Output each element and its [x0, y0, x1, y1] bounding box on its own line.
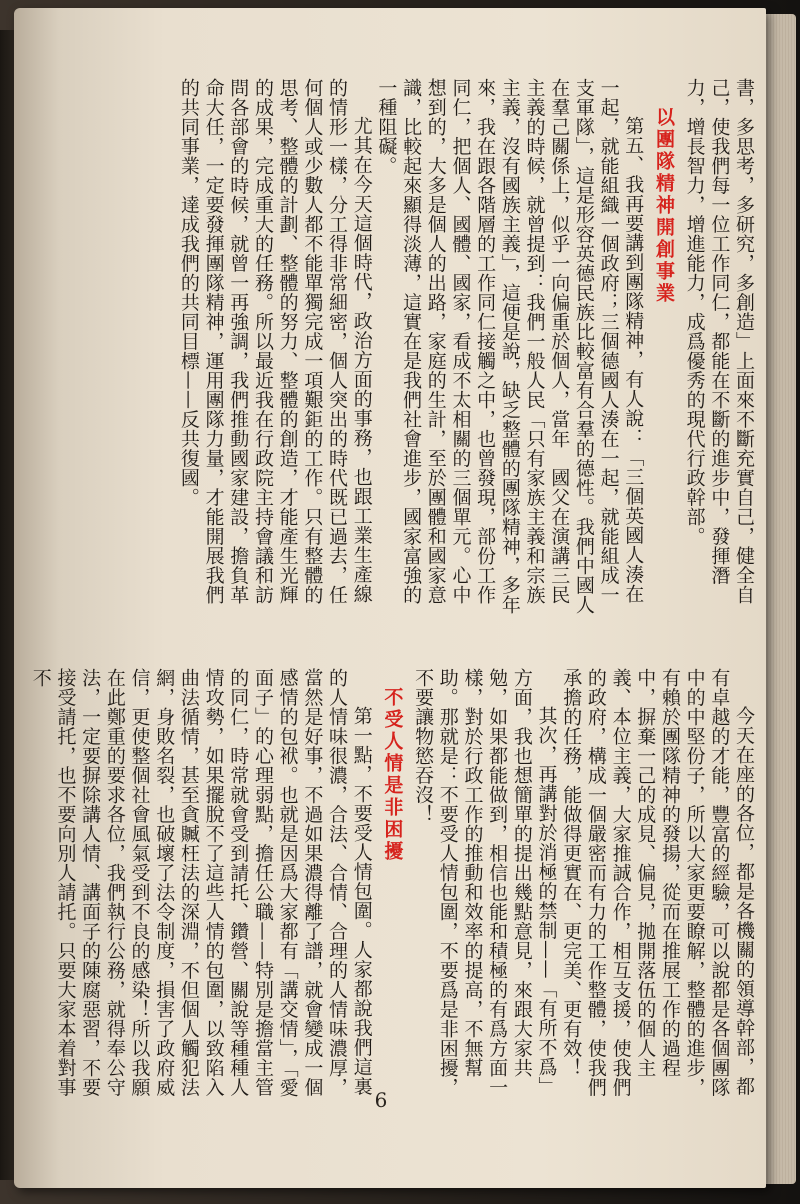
bottom-text-band: [29, 668, 756, 1108]
page-number: 6: [374, 1088, 388, 1112]
section-heading-team-spirit: 以團隊精神開創事業: [652, 106, 675, 305]
paragraph: 第五、我再要講到團隊精神，有人說：「三個英國人湊在一起，就能組織一個政府；三個德國人湊在一起，就能組成一支軍隊」，這是形容英德民族比較富有合羣的德性。我們中國人在羣己關係上，似乎一向偏重於個人，當年 國父在演講三民主義的時候，就曾提到：我們一般人民「只有家族主義和宗族主義，沒有國族主義」，這便是說，缺乏整體的團隊精神，多年來，我在跟各階層的工作同仁接觸之中，也曾發現，部份工作同仁，把個人、國體、國家，看成不太相關的三個單元。心中想到的，大多是個人的出路，家庭的生計，至於團體和國家意識，比較起來顯得淡薄，這實在是我們社會進步，國家富強的一種阻礙。: [375, 78, 645, 615]
section-heading-no-favoritism: 不受人情是非困擾: [381, 687, 404, 863]
page-stack-edge: [766, 14, 796, 1184]
top-text-band: [48, 78, 756, 618]
paragraph: 尤其在今天這個時代，政治方面的事務，也跟工業生產線的情形一樣，分工得非常細密，個人突出的時代既已過去，任何個人或少數人都不能單獨完成一項艱鉅的工作。只有整體的思考、整體的計劃、整體的努力、整體的創造，才能產生光輝的成果，完成重大的任務。所以最近我在行政院主持會議和訪問各部會的時候，就曾一再強調，我們推動國家建設，擔負革命大任，一定要發揮團隊精神，運用團隊力量，才能開展我們的共同事業，達成我們的共同目標——反共復國。: [177, 78, 373, 605]
book-page: [14, 8, 766, 1188]
paragraph: 其次，再講對於消極的禁制——「有所不爲」方面，我也想簡單的提出幾點意見，來跟大家共勉，如果都能做到，相信也能和積極的有爲方面一樣，對於行政工作的推動和效率的提高，不無幫助。那就是：不要受人情包圍，不要爲是非困擾，不要讓物慾吞沒！: [412, 668, 558, 1097]
paragraph: 第一點，不要受人情包圍。人家都說我們這裏的人情味很濃，合法、合情、合理的人情味濃厚，當然是好事，不過如果濃得離了譜，就會變成一個感情的包袱。也就是因爲大家都有「講交情」，「愛面子」的心理弱點，擔任公職——特別是擔當主管的同仁，時常就會受到請托、鑽營、關說等種種人情攻勢，如果擺脫不了這些人情的包圍，以致陷入曲法循情，甚至貪贓枉法的深淵，不但個人觸犯法網，身敗名裂，也破壞了法令制度，損害了政府威信，更使整個社會風氣受到不良的感染！所以我願在此鄭重的要求各位，我們執行公務，就得奉公守法，一定要摒除講人情、講面子的陳腐惡習，不要接受請托，也不要向別人請托。只要大家本着對事不: [29, 668, 373, 1098]
paragraph: 今天在座的各位，都是各機關的領導幹部，都有卓越的才能，豐富的經驗，可以說都是各個團隊中的中堅份子，所以大家更要瞭解，整體的進步，有賴於團隊精神的發揚，從而在推展工作的過程中，摒棄一己的成見、偏見，拋開落伍的個人主義、本位主義，大家推誠合作，相互支援，使我們的政府，構成一個嚴密而有力的工作整體，使我們承擔的任務，能做得更實在、更完美、更有效！: [560, 668, 755, 1097]
paragraph: 書，多思考，多研究，多創造」上面來不斷充實自己，健全自己，使我們每一位工作同仁，都能在不斷的進步中，發揮潛力，增長智力，增進能力，成爲優秀的現代行政幹部。: [683, 78, 755, 605]
